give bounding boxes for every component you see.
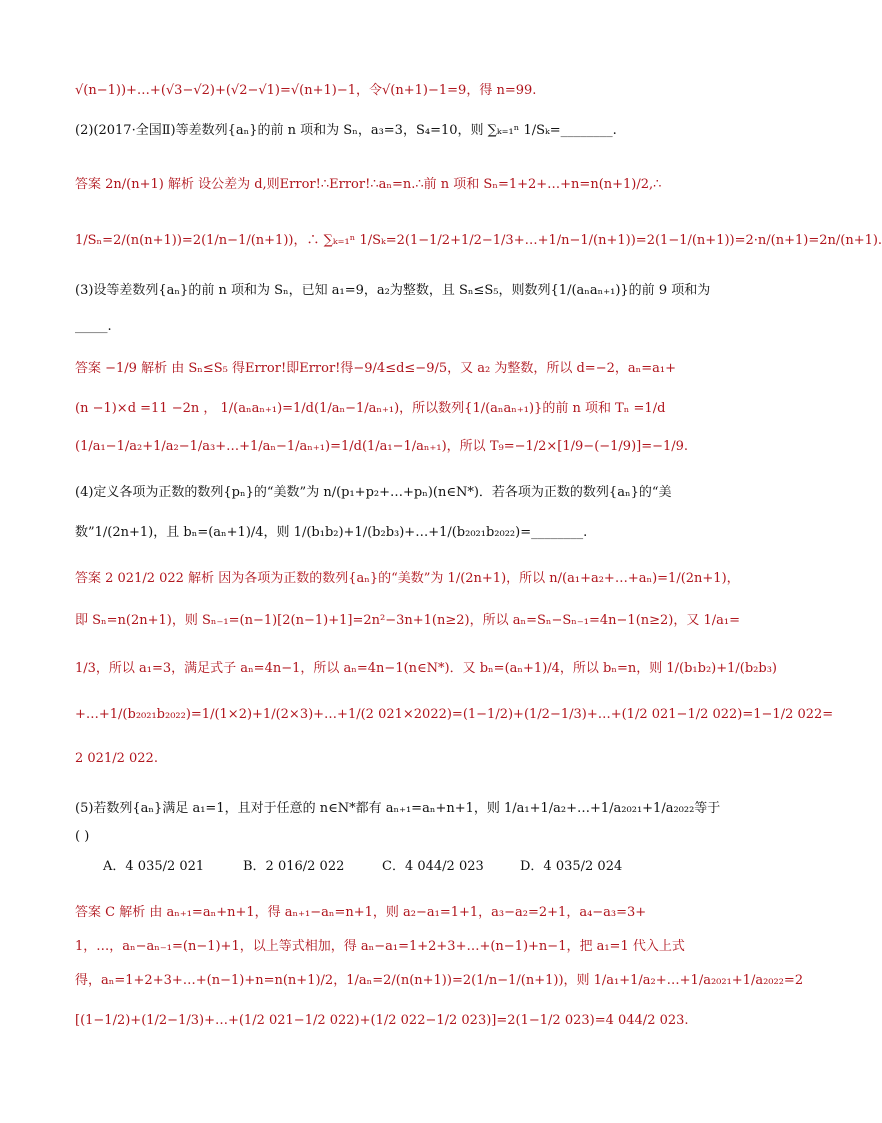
question-4-line-2: 数”1/(2n+1)，且 bₙ=(aₙ+1)/4，则 1/(b₁b₂)+1/(b₂b₃)+…+1/(b₂₀₂₁b₂₀₂₂)=________. xyxy=(75,525,588,540)
option-d[interactable]: D．4 035/2 024 xyxy=(520,859,623,874)
answer-4-line-1: 答案 2 021/2 022 解析 因为各项为正数的数列{aₙ}的“美数”为 1/(2n+1)，所以 n/(a₁+a₂+…+aₙ)=1/(2n+1)， xyxy=(75,571,740,586)
answer-3-line-3: (1/a₁−1/a₂+1/a₂−1/a₃+…+1/aₙ−1/aₙ₊₁)=1/d(1/a₁−1/aₙ₊₁)，所以 T₉=−1/2×[1/9−(−1/9)]=−1/9. xyxy=(75,439,689,454)
question-3-line-2: _____. xyxy=(75,319,112,334)
question-2: (2)(2017·全国Ⅱ)等差数列{aₙ}的前 n 项和为 Sₙ，a₃=3，S₄=10，则 ∑ₖ₌₁ⁿ 1/Sₖ=________. xyxy=(75,123,617,138)
text-line-1: √(n−1))+…+(√3−√2)+(√2−√1)=√(n+1)−1，令√(n+1)−1=9，得 n=99. xyxy=(75,83,537,98)
answer-2-line-1: 答案 2n/(n+1) 解析 设公差为 d,则Error!∴Error!∴aₙ=n.∴前 n 项和 Sₙ=1+2+…+n=n(n+1)/2,∴ xyxy=(75,177,662,192)
answer-4-line-3: 1/3，所以 a₁=3，满足式子 aₙ=4n−1，所以 aₙ=4n−1(n∈N*)．又 bₙ=(aₙ+1)/4，所以 bₙ=n，则 1/(b₁b₂)+1/(b₂b₃) xyxy=(75,661,778,676)
answer-3-line-2: (n −1)×d =11 −2n ， 1/(aₙaₙ₊₁)=1/d(1/aₙ−1/aₙ₊₁)，所以数列{1/(aₙaₙ₊₁)}的前 n 项和 Tₙ =1/d xyxy=(75,401,666,416)
option-a[interactable]: A．4 035/2 021 xyxy=(103,859,205,874)
answer-4-line-2: 即 Sₙ=n(2n+1)，则 Sₙ₋₁=(n−1)[2(n−1)+1]=2n²−3n+1(n≥2)，所以 aₙ=Sₙ−Sₙ₋₁=4n−1(n≥2)，又 1/a₁= xyxy=(75,613,741,628)
answer-5-line-1: 答案 C 解析 由 aₙ₊₁=aₙ+n+1，得 aₙ₊₁−aₙ=n+1，则 a₂−a₁=1+1，a₃−a₂=2+1，a₄−a₃=3+ xyxy=(75,905,647,920)
answer-4-line-4: +…+1/(b₂₀₂₁b₂₀₂₂)=1/(1×2)+1/(2×3)+…+1/(2 021×2022)=(1−1/2)+(1/2−1/3)+…+(1/2 021−1/2 022)=1−1/2 022= xyxy=(75,707,834,722)
answer-4-line-5: 2 021/2 022. xyxy=(75,751,158,766)
question-5-line-1: (5)若数列{aₙ}满足 a₁=1，且对于任意的 n∈N*都有 aₙ₊₁=aₙ+n+1，则 1/a₁+1/a₂+…+1/a₂₀₂₁+1/a₂₀₂₂等于 xyxy=(75,801,721,816)
answer-5-line-4: [(1−1/2)+(1/2−1/3)+…+(1/2 021−1/2 022)+(1/2 022−1/2 023)]=2(1−1/2 023)=4 044/2 023. xyxy=(75,1013,689,1028)
question-4-line-1: (4)定义各项为正数的数列{pₙ}的“美数”为 n/(p₁+p₂+…+pₙ)(n∈N*)．若各项为正数的数列{aₙ}的“美 xyxy=(75,485,672,500)
option-c[interactable]: C．4 044/2 023 xyxy=(382,859,484,874)
question-3-line-1: (3)设等差数列{aₙ}的前 n 项和为 Sₙ，已知 a₁=9，a₂为整数，且 Sₙ≤S₅，则数列{1/(aₙaₙ₊₁)}的前 9 项和为 xyxy=(75,283,711,298)
question-5-line-2: ( ) xyxy=(75,829,90,844)
answer-5-line-3: 得，aₙ=1+2+3+…+(n−1)+n=n(n+1)/2，1/aₙ=2/(n(n+1))=2(1/n−1/(n+1))，则 1/a₁+1/a₂+…+1/a₂₀₂₁+1/a₂₀₂₂=2 xyxy=(75,973,804,988)
answer-2-line-2: 1/Sₙ=2/(n(n+1))=2(1/n−1/(n+1))，∴ ∑ₖ₌₁ⁿ 1/Sₖ=2(1−1/2+1/2−1/3+…+1/n−1/(n+1))=2(1−1/(n+1))=2·n/(n+1)=2n/(n+1). xyxy=(75,233,882,248)
option-b[interactable]: B．2 016/2 022 xyxy=(243,859,345,874)
answer-5-line-2: 1，…，aₙ−aₙ₋₁=(n−1)+1，以上等式相加，得 aₙ−a₁=1+2+3+…+(n−1)+n−1，把 a₁=1 代入上式 xyxy=(75,939,685,954)
answer-3-line-1: 答案 −1/9 解析 由 Sₙ≤S₅ 得Error!即Error!得−9/4≤d≤−9/5，又 a₂ 为整数，所以 d=−2，aₙ=a₁+ xyxy=(75,361,676,376)
